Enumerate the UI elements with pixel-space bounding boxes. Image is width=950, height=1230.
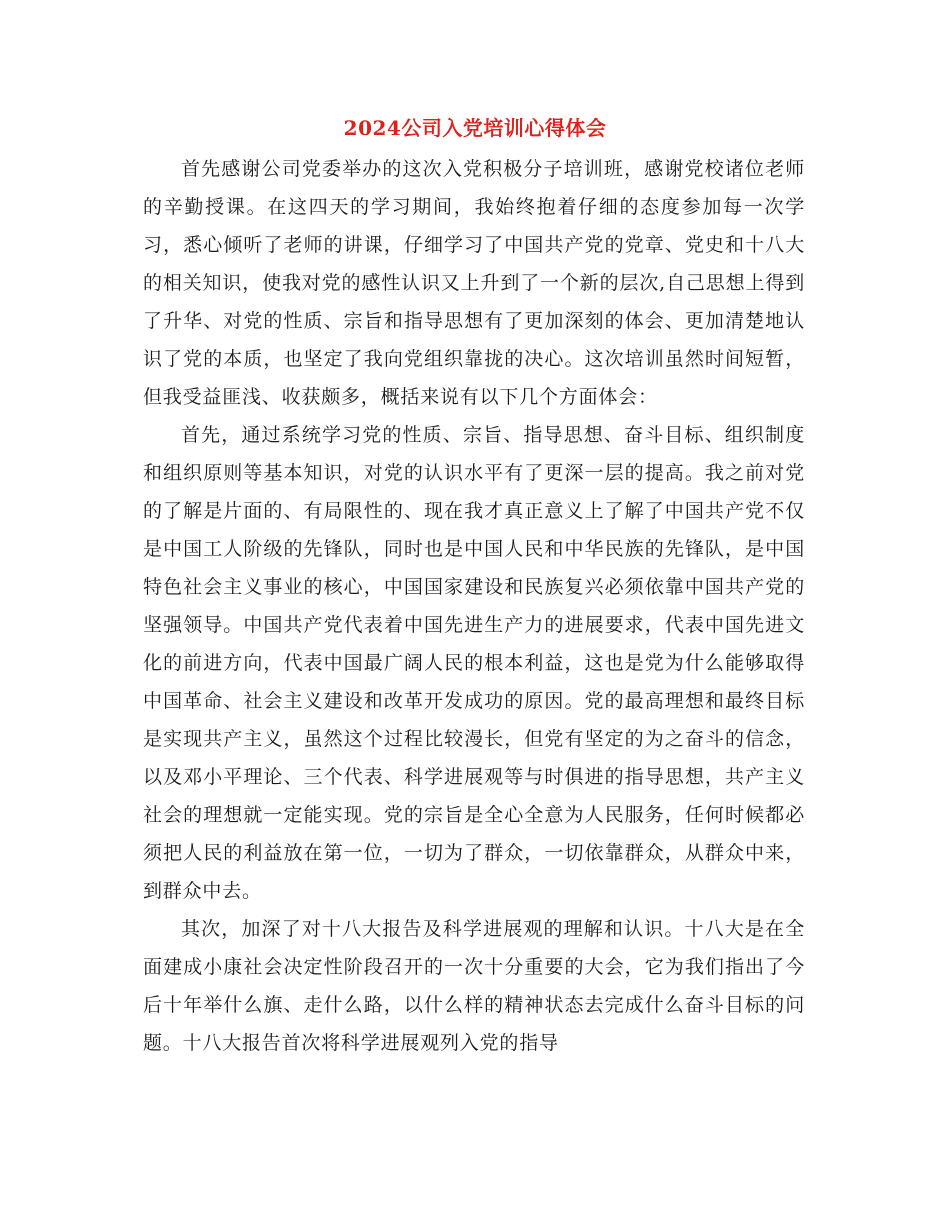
document-body (143, 150, 805, 1062)
paragraph-3: 其次，加深了对十八大报告及科学进展观的理解和认识。十八大是在全面建成小康社会决定性阶段召开的一次十分重要的大会，它为我们指出了今后十年举什么旗、走什么路，以什么样的精神状态去完成什么奋斗目标的问题。十八大报告首次将科学进展观列入党的指导 (143, 918, 805, 1054)
paragraph-2: 首先，通过系统学习党的性质、宗旨、指导思想、奋斗目标、组织制度和组织原则等基本知识，对党的认识水平有了更深一层的提高。我之前对党的了解是片面的、有局限性的、现在我才真正意义上了解了中国共产党不仅是中国工人阶级的先锋队，同时也是中国人民和中华民族的先锋队，是中国特色社会主义事业的核心，中国国家建设和民族复兴必须依靠中国共产党的坚强领导。中国共产党代表着中国先进生产力的进展要求，代表中国先进文化的前进方向，代表中国最广阔人民的根本利益，这也是党为什么能够取得中国革命、社会主义建设和改革开发成功的原因。党的最高理想和最终目标是实现共产主义，虽然这个过程比较漫长，但党有坚定的为之奋斗的信念，以及邓小平理论、三个代表、科学进展观等与时俱进的指导思想，共产主义社会的理想就一定能实现。党的宗旨是全心全意为人民服务，任何时候都必须把人民的利益放在第一位，一切为了群众，一切依靠群众，从群众中来，到群众中去。 (143, 424, 805, 902)
document-title: 2024公司入党培训心得体会 (343, 116, 607, 140)
paragraph-1: 首先感谢公司党委举办的这次入党积极分子培训班，感谢党校诸位老师的辛勤授课。在这四天的学习期间，我始终抱着仔细的态度参加每一次学习，悉心倾听了老师的讲课，仔细学习了中国共产党的党章、党史和十八大的相关知识，使我对党的感性认识又上升到了一个新的层次,自己思想上得到了升华、对党的性质、宗旨和指导思想有了更加深刻的体会、更加清楚地认识了党的本质，也坚定了我向党组织靠拢的决心。这次培训虽然时间短暂，但我受益匪浅、收获颇多，概括来说有以下几个方面体会： (143, 158, 805, 408)
